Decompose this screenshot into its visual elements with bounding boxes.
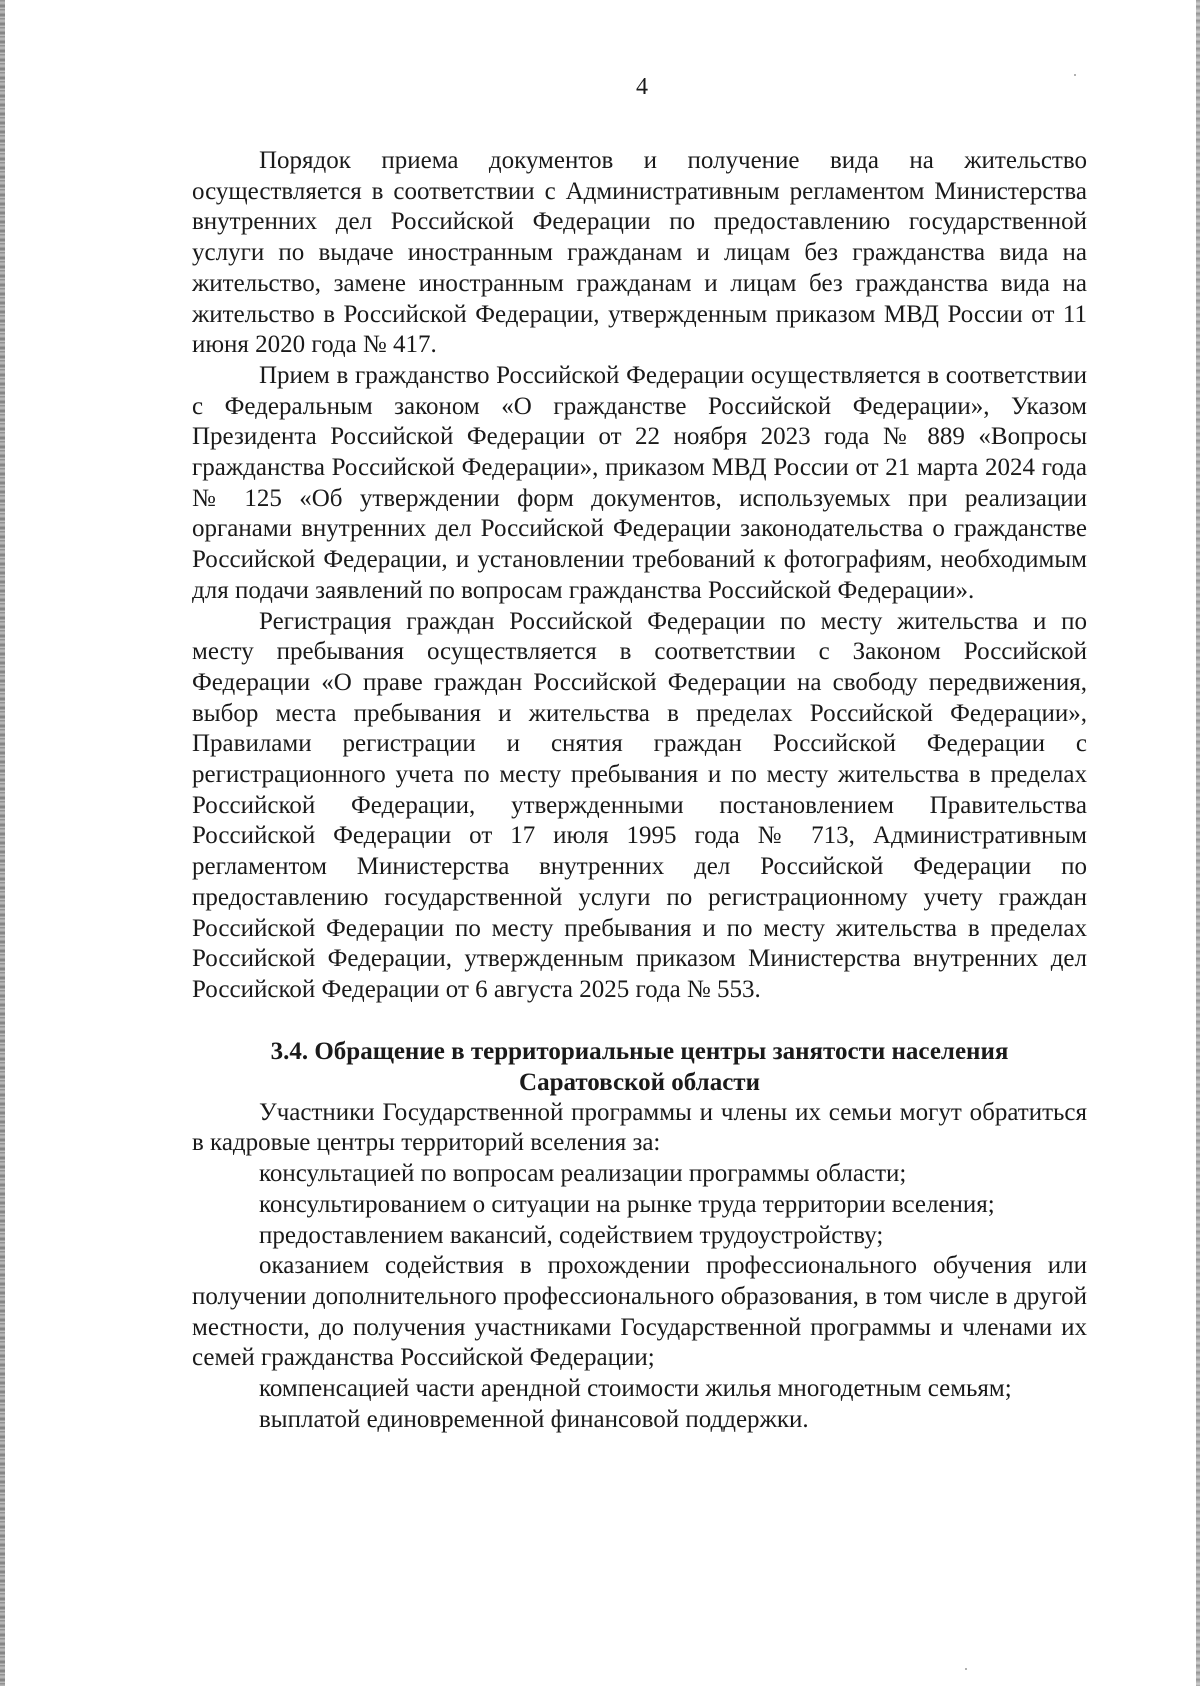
list-item: выплатой единовременной финансовой поддержки.: [259, 1405, 809, 1433]
list-item: предоставлением вакансий, содействием трудоустройству;: [259, 1221, 884, 1249]
paragraph-citizenship: Прием в гражданство Российской Федерации осуществляется в соответствии с Федеральным законом «О гражданстве Российской Федерации», Указом Президента Российской Федерации от 22 ноября 2023 года № 889 «Вопросы гражданства Российской Федерации», приказом МВД России от 21 марта 2024 года № 125 «Об утверждении форм документов, используемых при реализации органами внутренних дел Российской Федерации законодательства о гражданстве Российской Федерации, и установлении требований к фотографиям, необходимым для подачи заявлений по вопросам гражданства Российской Федерации».: [192, 361, 1087, 604]
scan-edge-left: [0, 0, 5, 1686]
list-item: консультированием о ситуации на рынке труда территории вселения;: [259, 1190, 995, 1218]
section-intro: Участники Государственной программы и члены их семьи могут обратиться в кадровые центры территорий вселения за:: [192, 1098, 1087, 1157]
paragraph-residence-permit: Порядок приема документов и получение вида на жительство осуществляется в соответствии с Административным регламентом Министерства внутренних дел Российской Федерации по предоставлению государственной услуги по выдаче иностранным гражданам и лицам без гражданства вида на жительство, замене иностранным гражданам и лицам без гражданства вида на жительство в Российской Федерации, утвержденным приказом МВД России от 11 июня 2020 года № 417.: [192, 147, 1087, 359]
services-list: [192, 1159, 1087, 1435]
list-item: компенсацией части арендной стоимости жилья многодетным семьям;: [259, 1375, 1012, 1403]
scan-speck: [1074, 74, 1076, 76]
paragraph-registration: Регистрация граждан Российской Федерации по месту жительства и по месту пребывания осуществляется в соответствии с Законом Российской Федерации «О праве граждан Российской Федерации на свободу передвижения, выбор места пребывания и жительства в пределах Российской Федерации», Правилами регистрации и снятия граждан Российской Федерации с регистрационного учета по месту пребывания и по месту жительства в пределах Российской Федерации, утвержденными постановлением Правительства Российской Федерации от 17 июля 1995 года № 713, Административным регламентом Министерства внутренних дел Российской Федерации по предоставлению государственной услуги по регистрационному учету граждан Российской Федерации по месту пребывания и по месту жительства в пределах Российской Федерации, утвержденным приказом Министерства внутренних дел Российской Федерации от 6 августа 2025 года № 553.: [192, 607, 1087, 1003]
page-number: 4: [636, 74, 648, 100]
list-item: оказанием содействия в прохождении профессионального обучения или получении дополнительного профессионального образования, в том числе в другой местности, до получения участниками Государственной программы и членами их семей гражданства Российской Федерации;: [192, 1252, 1087, 1372]
document-body: [192, 146, 1087, 1435]
section-heading-line-2: Саратовской области: [519, 1068, 760, 1096]
section-heading: [192, 1036, 1087, 1098]
list-item: консультацией по вопросам реализации программы области;: [259, 1160, 907, 1188]
scan-speck: [965, 1668, 967, 1670]
scan-edge-right: [1196, 0, 1200, 1686]
section-heading-line-1: 3.4. Обращение в территориальные центры занятости населения: [270, 1037, 1009, 1065]
